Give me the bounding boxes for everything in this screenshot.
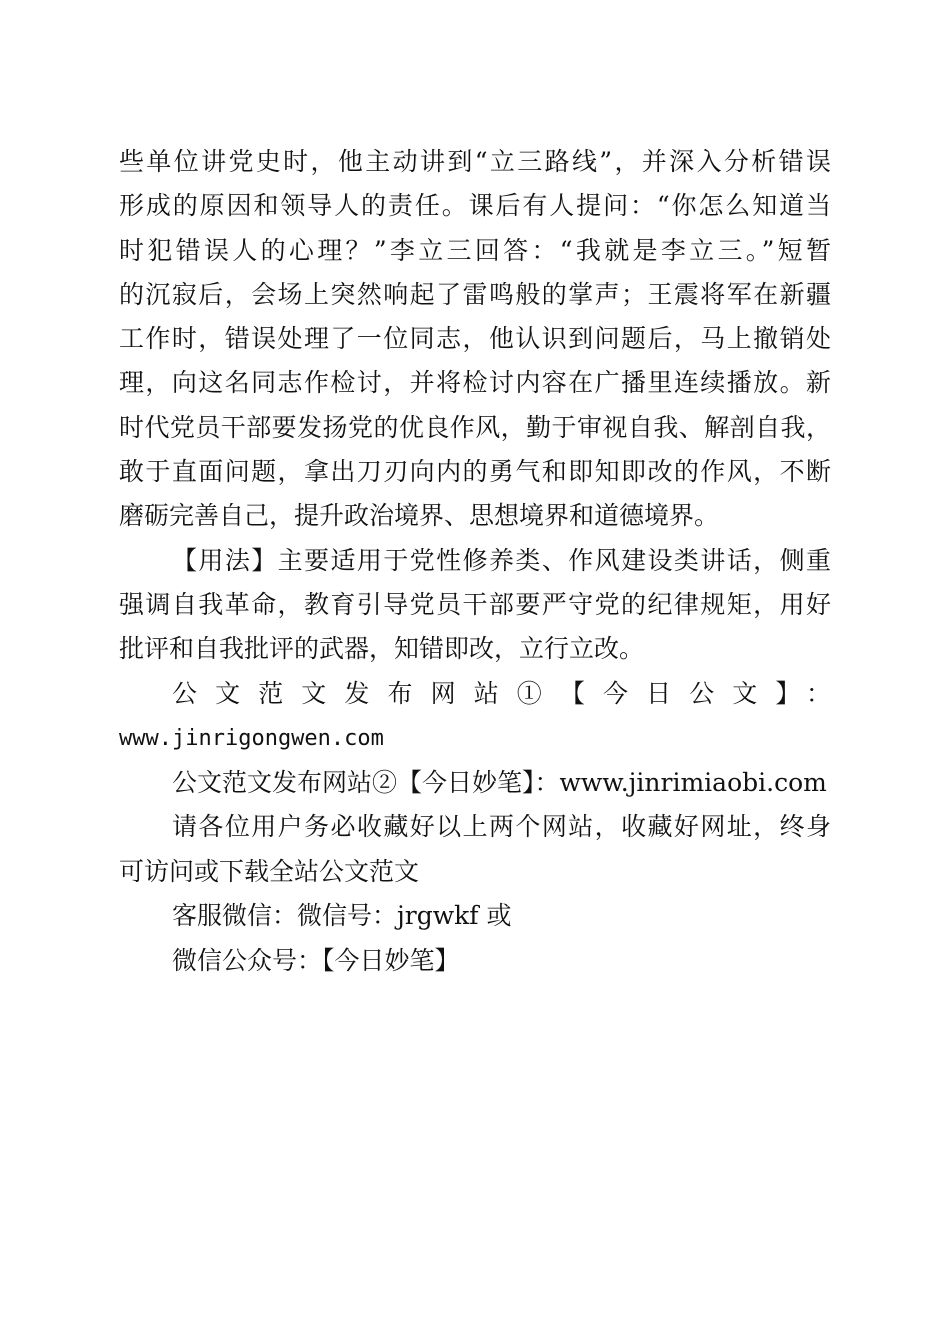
wechat-public-line: 微信公众号：【今日妙笔】 — [172, 946, 460, 975]
wechat-service-line: 客服微信：微信号：jrgwkf 或 — [172, 901, 512, 930]
paragraph-line: 时犯错误人的心理？”李立三回答：“我就是李立三。”短暂 — [119, 236, 831, 265]
paragraph-line: 工作时，错误处理了一位同志，他认识到问题后，马上撤销处 — [119, 324, 831, 353]
usage-line: 强调自我革命，教育引导党员干部要严守党的纪律规矩，用好 — [119, 590, 831, 619]
notice-line: 请各位用户务必收藏好以上两个网站，收藏好网址，终身 — [172, 812, 831, 841]
usage-line: 批评和自我批评的武器，知错即改，立行立改。 — [119, 634, 645, 663]
site1-url: www.jinrigongwen.com — [119, 726, 384, 751]
paragraph-line: 的沉寂后，会场上突然响起了雷鸣般的掌声；王震将军在新疆 — [119, 280, 831, 309]
paragraph-line: 些单位讲党史时，他主动讲到“立三路线”，并深入分析错误 — [119, 147, 831, 176]
paragraph-line: 形成的原因和领导人的责任。课后有人提问：“你怎么知道当 — [119, 191, 831, 220]
paragraph-line: 理，向这名同志作检讨，并将检讨内容在广播里连续播放。新 — [119, 368, 831, 397]
site1-line: 公文范文发布网站①【今日公文】： — [172, 679, 831, 708]
paragraph-line: 敢于直面问题，拿出刀刃向内的勇气和即知即改的作风，不断 — [119, 457, 831, 486]
paragraph-line: 时代党员干部要发扬党的优良作风，勤于审视自我、解剖自我， — [119, 413, 831, 442]
notice-line: 可访问或下载全站公文范文 — [119, 857, 420, 886]
site2-line: 公文范文发布网站②【今日妙笔】：www.jinrimiaobi.com — [172, 768, 827, 797]
usage-line: 【用法】主要适用于党性修养类、作风建设类讲话，侧重 — [172, 546, 831, 575]
paragraph-line: 磨砺完善自己，提升政治境界、思想境界和道德境界。 — [119, 501, 720, 530]
